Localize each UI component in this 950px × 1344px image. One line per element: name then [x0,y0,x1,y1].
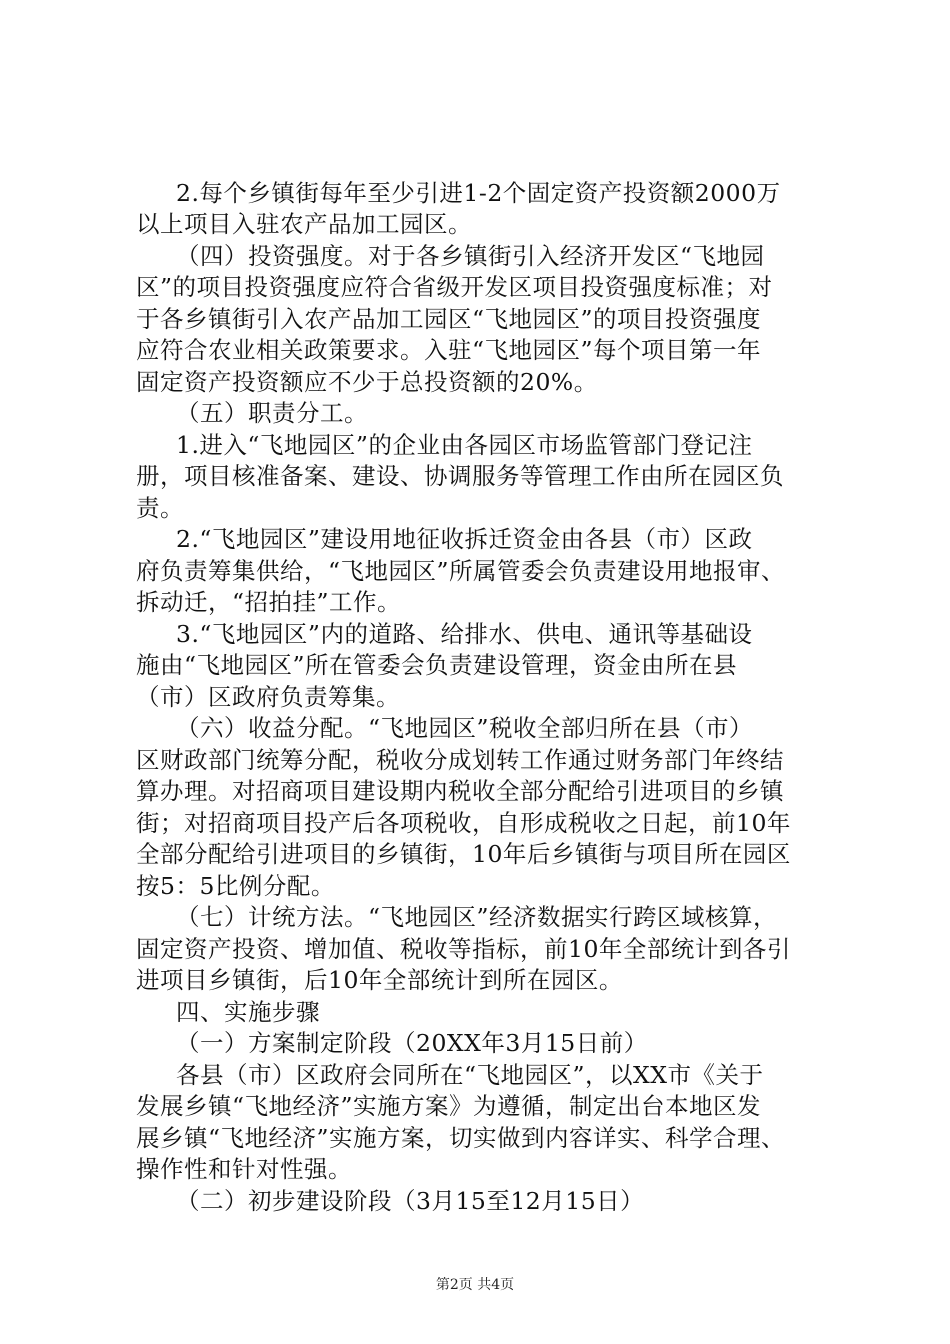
text-line: 以上项目入驻农产品加工园区。 [136,210,472,238]
text-line: 固定资产投资、增加值、税收等指标，前10年全部统计到各引 [136,935,791,963]
text-line: 2.“飞地园区”建设用地征收拆迁资金由各县（市）区政 [176,525,753,553]
text-line: （五）职责分工。 [176,399,368,427]
text-line: 街；对招商项目投产后各项税收，自形成税收之日起，前10年 [136,809,791,837]
text-line: 拆动迁，“招拍挂”工作。 [136,588,402,616]
text-line: 2.每个乡镇街每年至少引进1-2个固定资产投资额2000万 [176,179,781,207]
text-line: 1.进入“飞地园区”的企业由各园区市场监管部门登记注 [176,431,753,459]
text-line: 算办理。对招商项目建设期内税收全部分配给引进项目的乡镇 [136,777,784,805]
text-line: 进项目乡镇街，后10年全部统计到所在园区。 [136,966,623,994]
text-line: 展乡镇“飞地经济”实施方案，切实做到内容详实、科学合理、 [136,1124,786,1152]
text-line: （二）初步建设阶段（3月15至12月15日） [176,1187,645,1215]
text-line: （四）投资强度。对于各乡镇街引入经济开发区“飞地园 [176,242,765,270]
text-line: 各县（市）区政府会同所在“飞地园区”，以XX市《关于 [176,1061,764,1089]
text-line: 区财政部门统筹分配，税收分成划转工作通过财务部门年终结 [136,746,784,774]
text-line: 府负责筹集供给，“飞地园区”所属管委会负责建设用地报审、 [136,557,786,585]
text-line: 3.“飞地园区”内的道路、给排水、供电、通讯等基础设 [176,620,753,648]
text-line: 于各乡镇街引入农产品加工园区“飞地园区”的项目投资强度 [136,305,762,333]
text-line: （市）区政府负责筹集。 [136,683,400,711]
page-number-footer: 第2页 共4页 [435,1277,515,1293]
text-line: （六）收益分配。“飞地园区”税收全部归所在县（市） [176,714,754,742]
text-line: 全部分配给引进项目的乡镇街，10年后乡镇街与项目所在园区 [136,840,791,868]
text-line: 按5：5比例分配。 [136,872,335,900]
text-line: 施由“飞地园区”所在管委会负责建设管理，资金由所在县 [136,651,738,679]
text-line: （一）方案制定阶段（20XX年3月15日前） [176,1029,648,1057]
text-line: 发展乡镇“飞地经济”实施方案》为遵循，制定出台本地区发 [136,1092,762,1120]
text-line: 操作性和针对性强。 [136,1155,352,1183]
section-heading: 四、实施步骤 [176,998,320,1026]
text-line: 区”的项目投资强度应符合省级开发区项目投资强度标准；对 [136,273,773,301]
text-line: 固定资产投资额应不少于总投资额的20%。 [136,368,598,396]
text-line: （七）计统方法。“飞地园区”经济数据实行跨区域核算， [176,903,778,931]
text-line: 应符合农业相关政策要求。入驻“飞地园区”每个项目第一年 [136,336,762,364]
text-line: 责。 [136,494,184,522]
text-line: 册，项目核准备案、建设、协调服务等管理工作由所在园区负 [136,462,784,490]
